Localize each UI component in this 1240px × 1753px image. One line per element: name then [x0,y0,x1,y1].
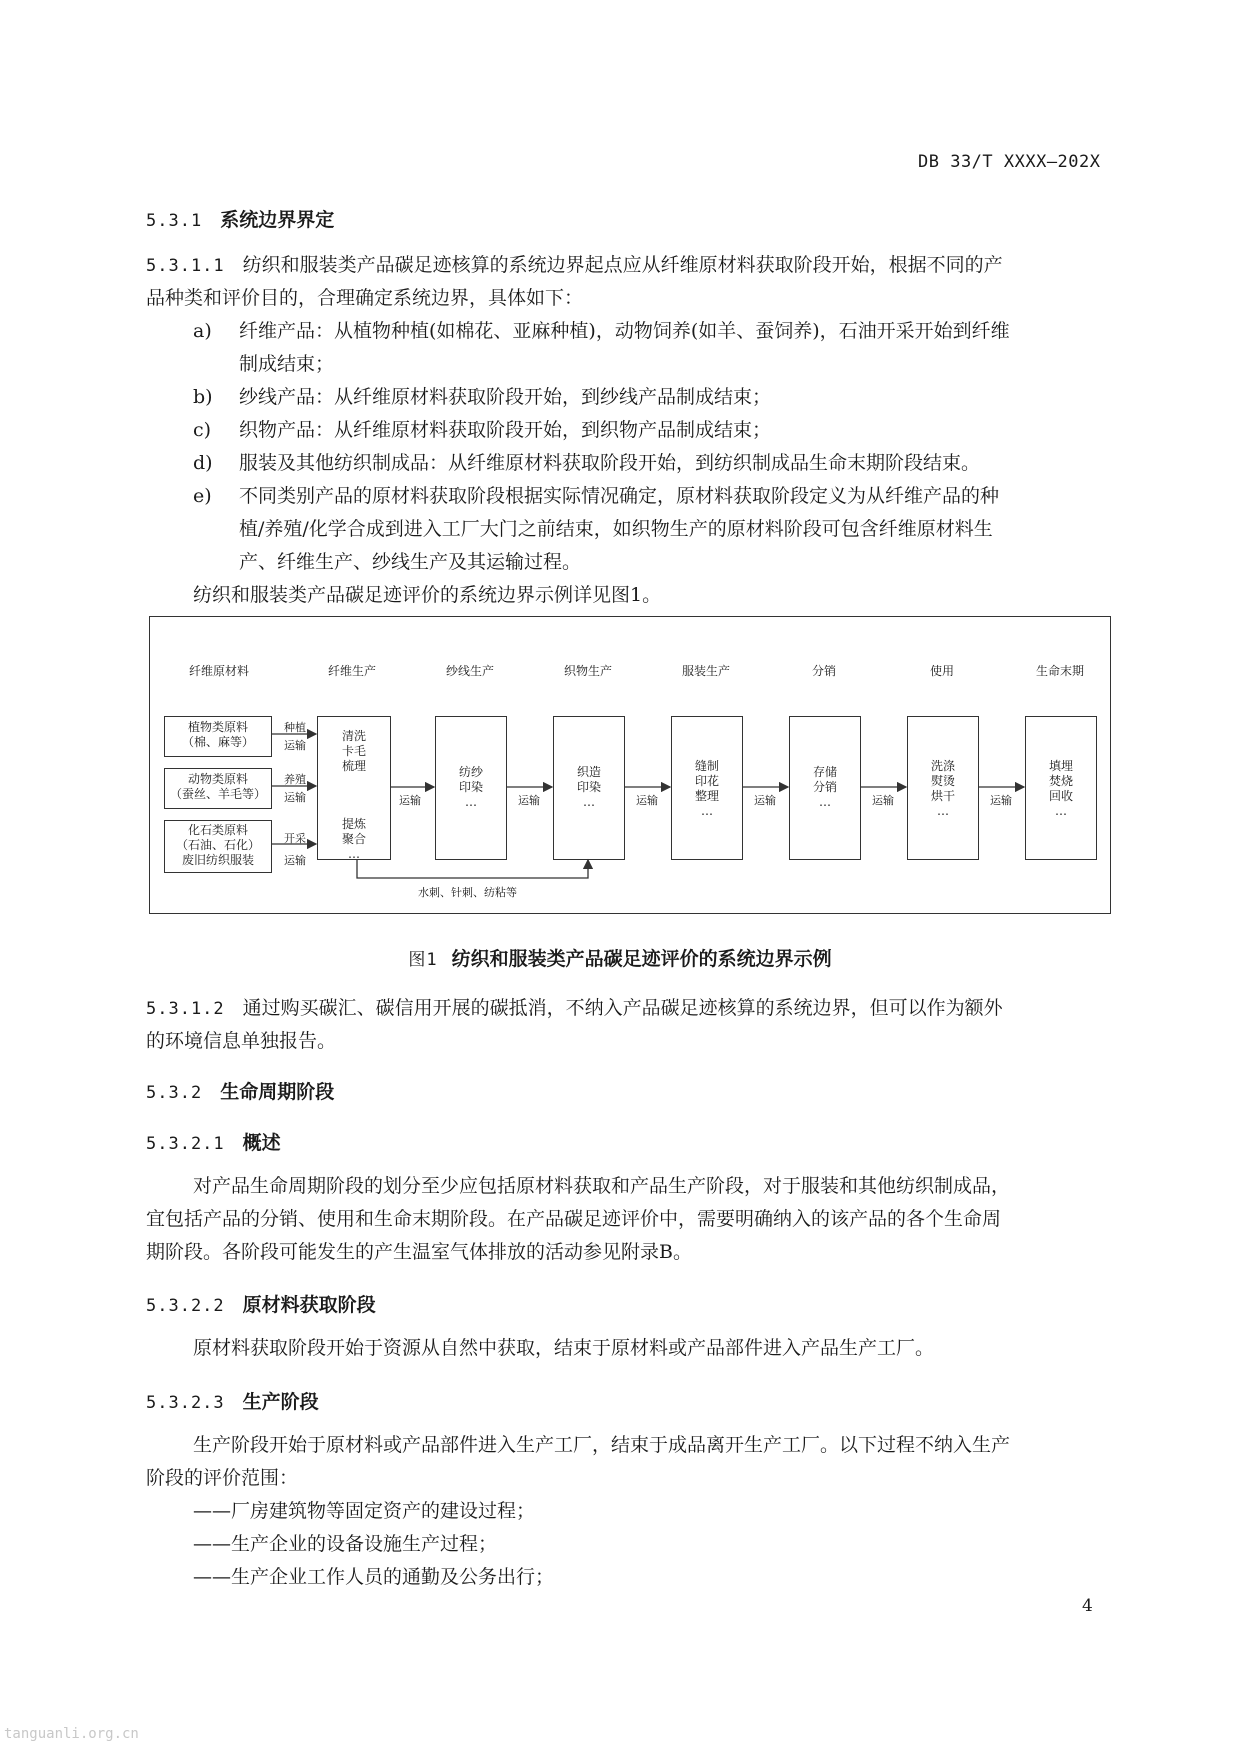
paragraph-5-3-1-1-line2: 品种类和评价目的，合理确定系统边界，具体如下： [146,287,584,309]
transport-label-4: 运输 [754,794,776,807]
section-title: 概述 [242,1132,281,1154]
figure-number: 图1 [408,950,438,970]
list-label: a) [193,320,212,342]
paragraph-5-3-2-1-line1: 对产品生命周期阶段的划分至少应包括原材料获取和产品生产阶段，对于服装和其他纺织制成品， [193,1175,1011,1197]
paragraph-5-3-2-3-line1: 生产阶段开始于原材料或产品部件进入生产工厂，结束于成品离开生产工厂。以下过程不纳入生产 [193,1434,1011,1456]
list-label: b) [193,386,213,408]
raw-box-plant: 植物类原料 （棉、麻等） [164,716,272,757]
action-label-fossil: 开采 [284,832,306,845]
stage-label-fabric: 织物生产 [563,664,612,678]
section-title: 生命周期阶段 [220,1081,335,1103]
section-heading-5-3-2-1 [146,1128,281,1155]
stage-label-eol: 生命末期 [1035,664,1084,678]
figure-title: 纺织和服装类产品碳足迹评价的系统边界示例 [451,948,832,970]
process-box-distribution: 存储 分销 … [789,716,861,860]
figure-caption [0,944,1240,971]
transport-label-3: 运输 [636,794,658,807]
stage-label-use: 使用 [929,664,954,678]
dash-item-2: ——生产企业的设备设施生产过程； [193,1533,498,1555]
section-number: 5.3.2.2 [146,1296,225,1316]
section-number: 5.3.1 [146,211,203,231]
process-box-fabric: 织造 印染 … [553,716,625,860]
stage-label-distribution: 分销 [811,664,836,678]
action-label-plant: 种植 [284,721,306,734]
dash-item-3: ——生产企业工作人员的通勤及公务出行； [193,1566,555,1588]
list-text: 纱线产品：从纤维原材料获取阶段开始，到纱线产品制成结束； [239,386,772,408]
stage-label-fiber: 纤维生产 [327,664,376,678]
paragraph-5-3-1-2-line2: 的环境信息单独报告。 [146,1030,337,1052]
section-heading-5-3-2-2 [146,1290,376,1317]
section-title: 系统边界界定 [220,209,335,231]
section-number: 5.3.2.3 [146,1393,225,1413]
figure-reference-text: 纺织和服装类产品碳足迹评价的系统边界示例详见图1。 [193,584,662,606]
paragraph-5-3-2-3-line2: 阶段的评价范围： [146,1467,299,1489]
transport-label-2: 运输 [518,794,540,807]
transport-label-animal: 运输 [284,791,306,804]
bypass-label: 水刺、针刺、纺粘等 [418,886,517,899]
section-title: 原材料获取阶段 [242,1294,376,1316]
list-text: 织物产品：从纤维原材料获取阶段开始，到织物产品制成结束； [239,419,772,441]
list-label: c) [193,419,212,441]
stage-label-raw: 纤维原材料 [188,664,249,678]
doc-code: DB 33/T XXXX—202X [918,152,1101,172]
raw-box-animal: 动物类原料 （蚕丝、羊毛等） [164,768,272,809]
list-label: e) [193,485,212,507]
page-number: 4 [1082,1596,1093,1616]
section-heading-5-3-2 [146,1077,334,1104]
list-text: 服装及其他纺织制成品：从纤维原材料获取阶段开始，到纺织制成品生命末期阶段结束。 [239,452,981,474]
paragraph-text: 纺织和服装类产品碳足迹核算的系统边界起点应从纤维原材料获取阶段开始，根据不同的产 [242,254,1003,276]
section-number: 5.3.1.1 [146,256,225,276]
transport-label-fossil: 运输 [284,854,306,867]
process-box-eol: 填埋 焚烧 回收 … [1025,716,1097,860]
paragraph-text: 通过购买碳汇、碳信用开展的碳抵消，不纳入产品碳足迹核算的系统边界，但可以作为额外 [242,997,1003,1019]
list-label: d) [193,452,213,474]
paragraph-5-3-2-1-line2: 宜包括产品的分销、使用和生命末期阶段。在产品碳足迹评价中，需要明确纳入的该产品的各个生命周 [146,1208,1002,1230]
transport-label-6: 运输 [990,794,1012,807]
section-number: 5.3.2.1 [146,1134,225,1154]
watermark: tanguanli.org.cn [4,1726,139,1742]
process-box-yarn: 纺纱 印染 … [435,716,507,860]
section-title: 生产阶段 [242,1391,319,1413]
transport-label-plant: 运输 [284,739,306,752]
process-box-fiber: 清洗 卡毛 梳理 提炼 聚合 … [317,716,391,860]
paragraph-5-3-1-2-line1 [146,992,1003,1026]
section-number: 5.3.2 [146,1083,203,1103]
list-text: 纤维产品：从植物种植(如棉花、亚麻种植)，动物饲养(如羊、蚕饲养)，石油开采开始到纤维 制成结束； [239,320,1010,375]
section-heading-5-3-2-3 [146,1387,319,1414]
stage-label-garment: 服装生产 [681,664,730,678]
raw-box-fossil: 化石类原料 （石油、石化） 废旧纺织服装 [164,820,272,873]
stage-label-yarn: 纱线生产 [445,664,494,678]
paragraph-5-3-2-1-line3: 期阶段。各阶段可能发生的产生温室气体排放的活动参见附录B。 [146,1241,692,1263]
arrow-fiber-bypass-to-fabric [357,860,588,878]
dash-item-1: ——厂房建筑物等固定资产的建设过程； [193,1500,536,1522]
transport-label-1: 运输 [399,794,421,807]
transport-label-5: 运输 [872,794,894,807]
paragraph-5-3-2-2: 原材料获取阶段开始于资源从自然中获取，结束于原材料或产品部件进入产品生产工厂。 [193,1337,935,1359]
section-number: 5.3.1.2 [146,999,225,1019]
process-box-garment: 缝制 印花 整理 … [671,716,743,860]
action-label-animal: 养殖 [284,773,306,786]
list-text: 不同类别产品的原材料获取阶段根据实际情况确定，原材料获取阶段定义为从纤维产品的种 植/养殖/化学合成到进入工厂大门之前结束，如织物生产的原材料阶段可包含纤维原材料生 产、纤维生产、纱线生产及其运输过程。 [239,485,1000,573]
process-box-use: 洗涤 熨烫 烘干 … [907,716,979,860]
